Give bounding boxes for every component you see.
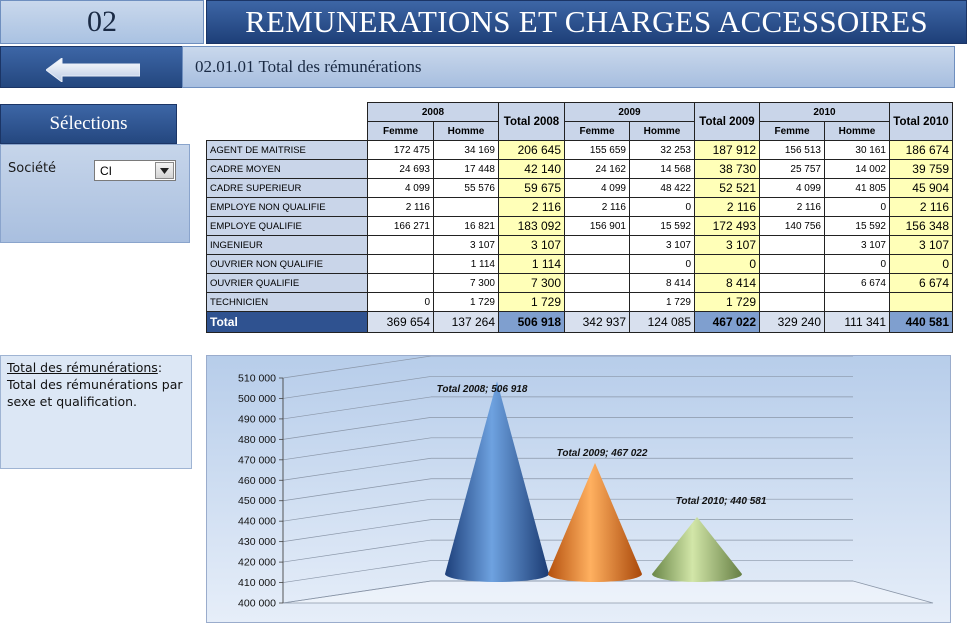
total-header: Total 2009 [695,103,760,141]
description-text: Total des rémunérations par sexe et qualification. [7,377,183,409]
y-tick-label: 470 000 [238,454,276,467]
value-cell: 41 805 [825,179,890,198]
chart-marks [437,381,767,582]
page-title: REMUNERATIONS ET CHARGES ACCESSOIRES [206,0,967,44]
grid-line-diagonal [283,520,431,542]
value-cell: 48 422 [630,179,695,198]
value-cell [368,255,434,274]
section-number: 02 [0,0,204,44]
value-cell: 1 729 [434,293,499,312]
total-value-cell: 329 240 [760,312,825,333]
y-tick-label: 500 000 [238,392,276,405]
total-cell: 2 116 [499,198,565,217]
table-row [207,236,953,255]
total-cell: 2 116 [695,198,760,217]
value-cell: 14 002 [825,160,890,179]
total-cell: 59 675 [499,179,565,198]
value-cell: 4 099 [760,179,825,198]
value-cell: 24 693 [368,160,434,179]
total-cell: 8 414 [695,274,760,293]
value-cell: 7 300 [434,274,499,293]
y-tick-label: 510 000 [238,372,276,385]
homme-header: Homme [434,122,499,141]
total-cell: 42 140 [499,160,565,179]
y-tick-label: 440 000 [238,515,276,528]
total-cell: 7 300 [499,274,565,293]
row-label: AGENT DE MAITRISE [207,141,368,160]
total-cell: 186 674 [890,141,953,160]
homme-header: Homme [630,122,695,141]
total-value-cell: 369 654 [368,312,434,333]
value-cell [760,236,825,255]
description-colon: : [157,360,163,375]
selections-panel [0,144,190,243]
societe-dropdown[interactable] [94,160,176,181]
remunerations-table [206,102,953,333]
y-tick-label: 480 000 [238,433,276,446]
total-cell: 6 674 [890,274,953,293]
total-cell: 39 759 [890,160,953,179]
table-row [207,160,953,179]
row-label: EMPLOYE QUALIFIE [207,217,368,236]
total-cell: 0 [695,255,760,274]
value-cell: 3 107 [434,236,499,255]
total-value-cell: 467 022 [695,312,760,333]
table-row [207,141,953,160]
total-cell: 3 107 [890,236,953,255]
value-cell: 140 756 [760,217,825,236]
total-row-label: Total [207,312,368,333]
chevron-down-icon[interactable] [155,162,174,179]
total-cell: 172 493 [695,217,760,236]
total-cell: 156 348 [890,217,953,236]
total-value-cell: 440 581 [890,312,953,333]
value-cell: 8 414 [630,274,695,293]
grid-line-diagonal [283,397,431,419]
row-label: CADRE MOYEN [207,160,368,179]
total-cell: 187 912 [695,141,760,160]
row-label: OUVRIER NON QUALIFIE [207,255,368,274]
table-corner [207,103,368,141]
table-row [207,293,953,312]
total-cell: 52 521 [695,179,760,198]
data-label: Total 2009; 467 022 [556,448,648,459]
value-cell: 0 [368,293,434,312]
value-cell: 172 475 [368,141,434,160]
cone-chart [207,356,952,624]
femme-header: Femme [565,122,630,141]
cone-mark [548,448,648,582]
total-cell [890,293,953,312]
selections-title: Sélections [0,104,177,144]
value-cell: 34 169 [434,141,499,160]
table-row [207,217,953,236]
total-cell: 1 729 [695,293,760,312]
societe-label: Société [8,161,57,176]
value-cell: 6 674 [825,274,890,293]
total-cell: 3 107 [695,236,760,255]
grid-line-diagonal [283,438,431,460]
value-cell [565,293,630,312]
grid-line-diagonal [283,561,431,583]
back-arrow-icon[interactable] [46,58,140,82]
value-cell: 2 116 [760,198,825,217]
value-cell: 25 757 [760,160,825,179]
data-label: Total 2010; 440 581 [675,496,767,507]
total-cell: 183 092 [499,217,565,236]
y-tick-label: 410 000 [238,577,276,590]
y-tick-label: 450 000 [238,495,276,508]
grid-line-diagonal [283,376,431,398]
value-cell: 4 099 [565,179,630,198]
grid-line-diagonal [283,417,431,439]
value-cell: 15 592 [630,217,695,236]
total-row [207,312,953,333]
total-value-cell: 342 937 [565,312,630,333]
value-cell [434,198,499,217]
page-subtitle: 02.01.01 Total des rémunérations [182,46,955,88]
table-row [207,274,953,293]
grid-line-diagonal [283,458,431,480]
total-value-cell: 137 264 [434,312,499,333]
grid-line-diagonal [283,499,431,521]
table-row [207,198,953,217]
row-label: INGENIEUR [207,236,368,255]
societe-value: CI [100,163,112,178]
value-cell: 166 271 [368,217,434,236]
y-tick-label: 490 000 [238,413,276,426]
femme-header: Femme [760,122,825,141]
grid-line-diagonal [283,540,431,562]
total-cell: 45 904 [890,179,953,198]
value-cell [565,255,630,274]
chart-floor [283,581,933,603]
value-cell [368,274,434,293]
chart-panel [206,355,951,623]
value-cell: 156 513 [760,141,825,160]
row-label: OUVRIER QUALIFIE [207,274,368,293]
total-cell: 206 645 [499,141,565,160]
value-cell [760,255,825,274]
y-tick-label: 400 000 [238,597,276,610]
y-axis [238,373,283,610]
value-cell: 16 821 [434,217,499,236]
grid-line-diagonal [283,479,431,501]
total-cell: 1 114 [499,255,565,274]
table-row [207,179,953,198]
value-cell [760,274,825,293]
total-value-cell: 124 085 [630,312,695,333]
value-cell [565,236,630,255]
value-cell [368,236,434,255]
value-cell: 2 116 [565,198,630,217]
y-tick-label: 430 000 [238,536,276,549]
value-cell: 0 [630,255,695,274]
femme-header: Femme [368,122,434,141]
value-cell: 3 107 [630,236,695,255]
cone-body [445,381,549,582]
total-header: Total 2010 [890,103,953,141]
data-label: Total 2008; 506 918 [436,384,528,395]
total-value-cell: 111 341 [825,312,890,333]
total-value-cell: 506 918 [499,312,565,333]
value-cell: 17 448 [434,160,499,179]
value-cell: 32 253 [630,141,695,160]
value-cell: 3 107 [825,236,890,255]
value-cell [825,293,890,312]
value-cell [565,274,630,293]
cone-body [652,517,742,582]
y-tick-label: 420 000 [238,556,276,569]
value-cell: 15 592 [825,217,890,236]
year-header: 2008 [368,103,499,122]
total-cell: 3 107 [499,236,565,255]
value-cell: 0 [825,255,890,274]
value-cell: 156 901 [565,217,630,236]
table-body [207,141,953,333]
total-cell: 1 729 [499,293,565,312]
description-title: Total des rémunérations [7,360,158,375]
value-cell: 2 116 [368,198,434,217]
cone-mark [437,381,549,582]
value-cell [760,293,825,312]
value-cell: 4 099 [368,179,434,198]
value-cell: 1 114 [434,255,499,274]
value-cell: 14 568 [630,160,695,179]
row-label: TECHNICIEN [207,293,368,312]
value-cell: 30 161 [825,141,890,160]
value-cell: 0 [630,198,695,217]
total-header: Total 2008 [499,103,565,141]
cone-body [548,463,642,582]
grid-line-diagonal [283,356,431,378]
cone-mark [652,496,767,582]
total-cell: 0 [890,255,953,274]
value-cell: 1 729 [630,293,695,312]
value-cell: 24 162 [565,160,630,179]
year-header: 2010 [760,103,890,122]
table-row [207,255,953,274]
row-label: CADRE SUPERIEUR [207,179,368,198]
row-label: EMPLOYE NON QUALIFIE [207,198,368,217]
value-cell: 55 576 [434,179,499,198]
homme-header: Homme [825,122,890,141]
total-cell: 38 730 [695,160,760,179]
description-box [0,355,192,469]
y-tick-label: 460 000 [238,474,276,487]
year-header: 2009 [565,103,695,122]
value-cell: 0 [825,198,890,217]
value-cell: 155 659 [565,141,630,160]
total-cell: 2 116 [890,198,953,217]
